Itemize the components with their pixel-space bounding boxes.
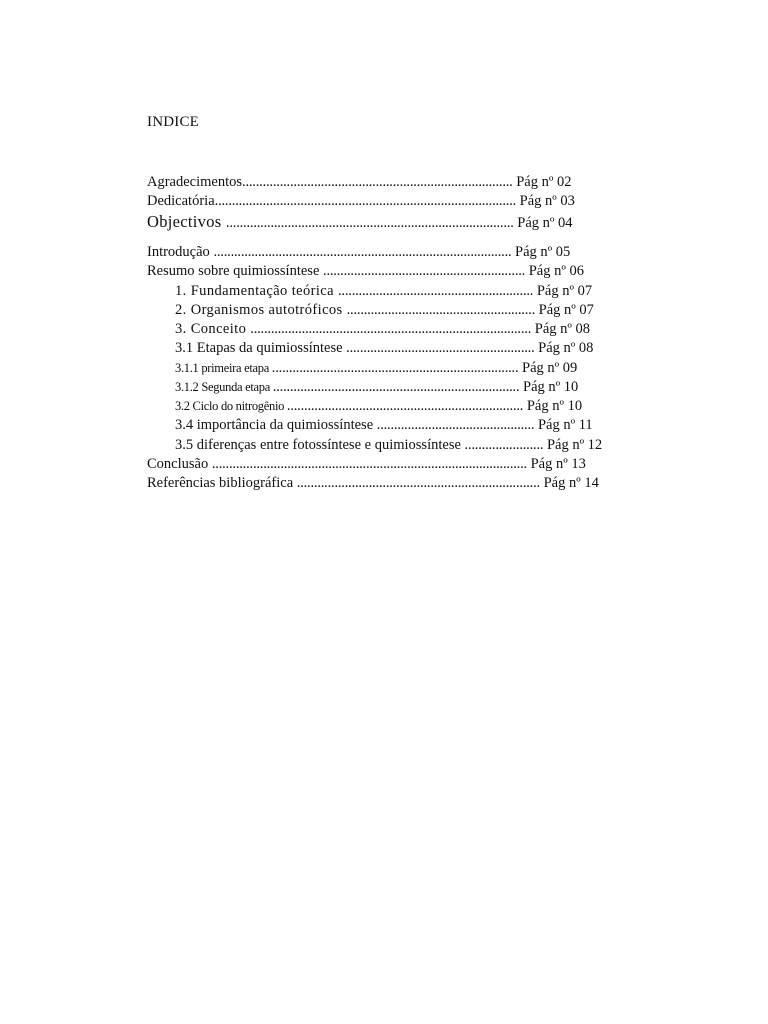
- toc-entry-label: Referências bibliográfica: [147, 475, 297, 491]
- toc-entry-label: 3.5 diferenças entre fotossíntese e quimiossíntese: [175, 437, 465, 453]
- toc-entry-label: Conclusão: [147, 456, 212, 472]
- document-title: INDICE: [147, 114, 200, 130]
- toc-entry-page: Pág nº 02: [512, 174, 572, 190]
- toc-entry-page: Pág nº 14: [539, 475, 599, 491]
- toc-entry-label: 3.1.1 primeira etapa: [175, 361, 272, 375]
- toc-entry: [175, 282, 592, 300]
- toc-entry-page: Pág nº 10: [519, 379, 579, 395]
- toc-entry: [147, 262, 584, 280]
- toc-entry: [175, 397, 582, 415]
- toc-entry-leader: ....................................................................................: [225, 215, 514, 231]
- toc-entry-label: Dedicatória: [147, 193, 215, 209]
- toc-entry-page: Pág nº 11: [534, 417, 593, 433]
- toc-entry: [147, 173, 571, 191]
- toc-entry: [175, 359, 577, 377]
- toc-entry-leader: .......................................................................: [296, 475, 540, 491]
- toc-entry: [175, 320, 590, 338]
- toc-entry-leader: .........................................................: [338, 283, 534, 299]
- toc-entry-page: Pág nº 05: [511, 244, 571, 260]
- toc-entry-page: Pág nº 09: [518, 360, 578, 376]
- toc-entry-page: Pág nº 08: [534, 340, 594, 356]
- toc-entry: [147, 474, 599, 492]
- toc-entry: [147, 243, 570, 261]
- toc-entry-page: Pág nº 03: [516, 193, 575, 209]
- toc-entry-label: Objectivos: [147, 212, 226, 231]
- toc-entry-leader: .......................................................: [346, 302, 536, 318]
- toc-entry-leader: .......................: [464, 437, 544, 453]
- toc-entry-page: Pág nº 12: [543, 437, 603, 453]
- toc-entry: [175, 301, 594, 319]
- toc-entry-leader: ..................................................................................: [250, 321, 532, 337]
- toc-entry-label: Resumo sobre quimiossíntese: [147, 263, 324, 279]
- toc-entry: [175, 378, 578, 396]
- toc-entry-label: 3.1.2 Segunda etapa: [175, 380, 273, 394]
- toc-entry: [147, 192, 575, 210]
- toc-entry-leader: ...............................................................................: [242, 174, 513, 190]
- toc-entry-label: 3.2 Ciclo do nitrogênio: [175, 399, 287, 413]
- toc-entry-leader: .......................................................: [346, 340, 535, 356]
- toc-entry-page: Pág nº 10: [523, 398, 583, 414]
- toc-entry-page: Pág nº 07: [535, 302, 594, 318]
- toc-entry: [175, 416, 593, 434]
- toc-entry-label: Agradecimentos: [147, 174, 243, 190]
- toc-entry: [147, 455, 586, 473]
- toc-entry-label: Introdução: [147, 244, 214, 260]
- toc-entry-leader: .......................................................................................: [213, 244, 512, 260]
- toc-entry-page: Pág nº 04: [513, 215, 573, 231]
- toc-entry-label: 3. Conceito: [175, 321, 251, 337]
- toc-entry-label: 2. Organismos autotróficos: [175, 302, 347, 318]
- toc-entry-page: Pág nº 08: [531, 321, 591, 337]
- toc-entry-page: Pág nº 06: [525, 263, 584, 279]
- toc-entry-leader: ........................................................................: [272, 379, 520, 395]
- toc-entry: [147, 213, 573, 232]
- toc-entry-leader: ............................................................................................: [211, 456, 527, 472]
- toc-entry-label: 1. Fundamentação teórica: [175, 283, 338, 299]
- toc-entry-label: 3.4 importância da quimiossíntese: [175, 417, 377, 433]
- toc-entry: [175, 436, 602, 454]
- toc-entry-page: Pág nº 13: [526, 456, 586, 472]
- toc-entry-leader: ........................................................................: [271, 360, 519, 376]
- toc-entry: [175, 339, 593, 357]
- toc-entry-leader: ........................................................................................: [214, 193, 517, 209]
- toc-entry-leader: .....................................................................: [286, 398, 524, 414]
- toc-entry-leader: ..............................................: [376, 417, 535, 433]
- toc-entry-page: Pág nº 07: [533, 283, 593, 299]
- toc-entry-label: 3.1 Etapas da quimiossíntese: [175, 340, 347, 356]
- toc-entry-leader: ...........................................................: [323, 263, 526, 279]
